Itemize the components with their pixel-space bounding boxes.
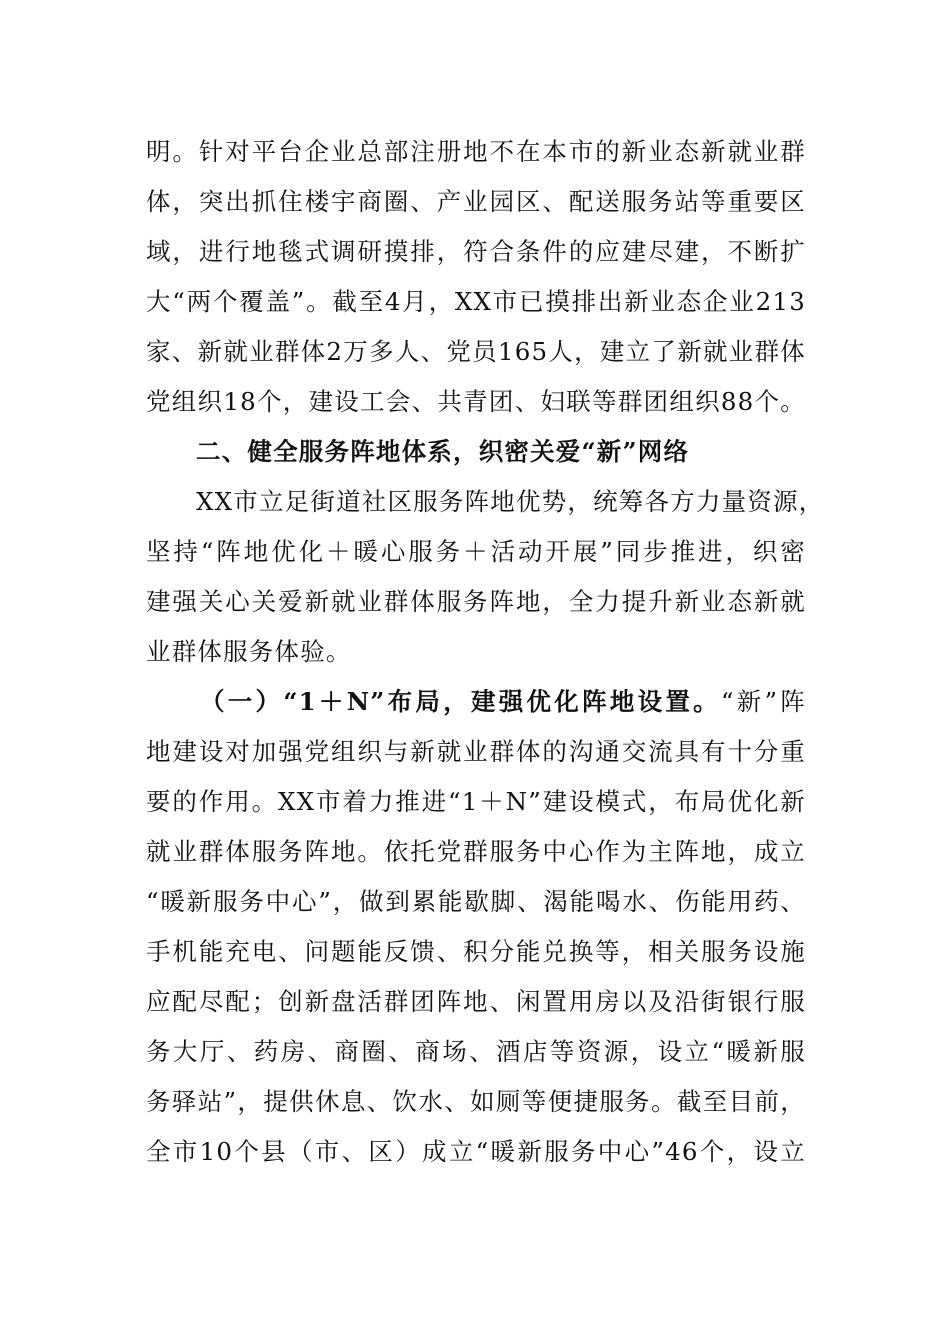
paragraph-2-line-1: XX市立足街道社区服务阵地优势，统筹各方力量资源， bbox=[196, 487, 825, 516]
paragraph-2-line-2: 坚持“阵地优化＋暖心服务＋活动开展”同步推进，织密 bbox=[146, 537, 806, 566]
paragraph-3-line-5: “暖新服务中心”，做到累能歇脚、渴能喝水、伤能用药、 bbox=[146, 887, 806, 916]
paragraph-3-line-2: 地建设对加强党组织与新就业群体的沟通交流具有十分重 bbox=[146, 737, 806, 766]
paragraph-3-line-3: 要的作用。XX市着力推进“1＋N”建设模式，布局优化新 bbox=[146, 787, 806, 816]
paragraph-2-line-4: 业群体服务体验。 bbox=[146, 637, 352, 666]
paragraph-3-first-rest: “新”阵 bbox=[720, 687, 807, 716]
paragraph-1-line-5: 家、新就业群体2万多人、党员165人，建立了新就业群体 bbox=[146, 337, 806, 366]
paragraph-3-line-1 bbox=[200, 686, 806, 718]
paragraph-3-line-7: 应配尽配；创新盘活群团阵地、闲置用房以及沿街银行服 bbox=[146, 987, 806, 1016]
paragraph-1-line-3: 域，进行地毯式调研摸排，符合条件的应建尽建，不断扩 bbox=[146, 237, 806, 266]
paragraph-3-line-4: 就业群体服务阵地。依托党群服务中心作为主阵地，成立 bbox=[146, 837, 806, 866]
paragraph-1-line-2: 体，突出抓住楼宇商圈、产业园区、配送服务站等重要区 bbox=[146, 187, 806, 216]
section-heading-2: 二、健全服务阵地体系，织密关爱“新”网络 bbox=[196, 437, 690, 466]
paragraph-3-line-8: 务大厅、药房、商圈、商场、酒店等资源，设立“暖新服 bbox=[146, 1037, 806, 1066]
paragraph-3-line-10: 全市10个县（市、区）成立“暖新服务中心”46个，设立 bbox=[146, 1137, 806, 1166]
paragraph-3-line-6: 手机能充电、问题能反馈、积分能兑换等，相关服务设施 bbox=[146, 937, 806, 966]
paragraph-1-line-1: 明。针对平台企业总部注册地不在本市的新业态新就业群 bbox=[146, 137, 806, 166]
paragraph-1-line-6: 党组织18个，建设工会、共青团、妇联等群团组织88个。 bbox=[146, 387, 806, 416]
paragraph-3-line-9: 务驿站”，提供休息、饮水、如厕等便捷服务。截至目前， bbox=[146, 1087, 806, 1116]
subsection-heading-1: （一）“1＋N”布局，建强优化阵地设置。 bbox=[200, 687, 721, 716]
paragraph-2-line-3: 建强关心关爱新就业群体服务阵地，全力提升新业态新就 bbox=[146, 587, 806, 616]
paragraph-1-line-4: 大“两个覆盖”。截至4月，XX市已摸排出新业态企业213 bbox=[146, 287, 806, 316]
